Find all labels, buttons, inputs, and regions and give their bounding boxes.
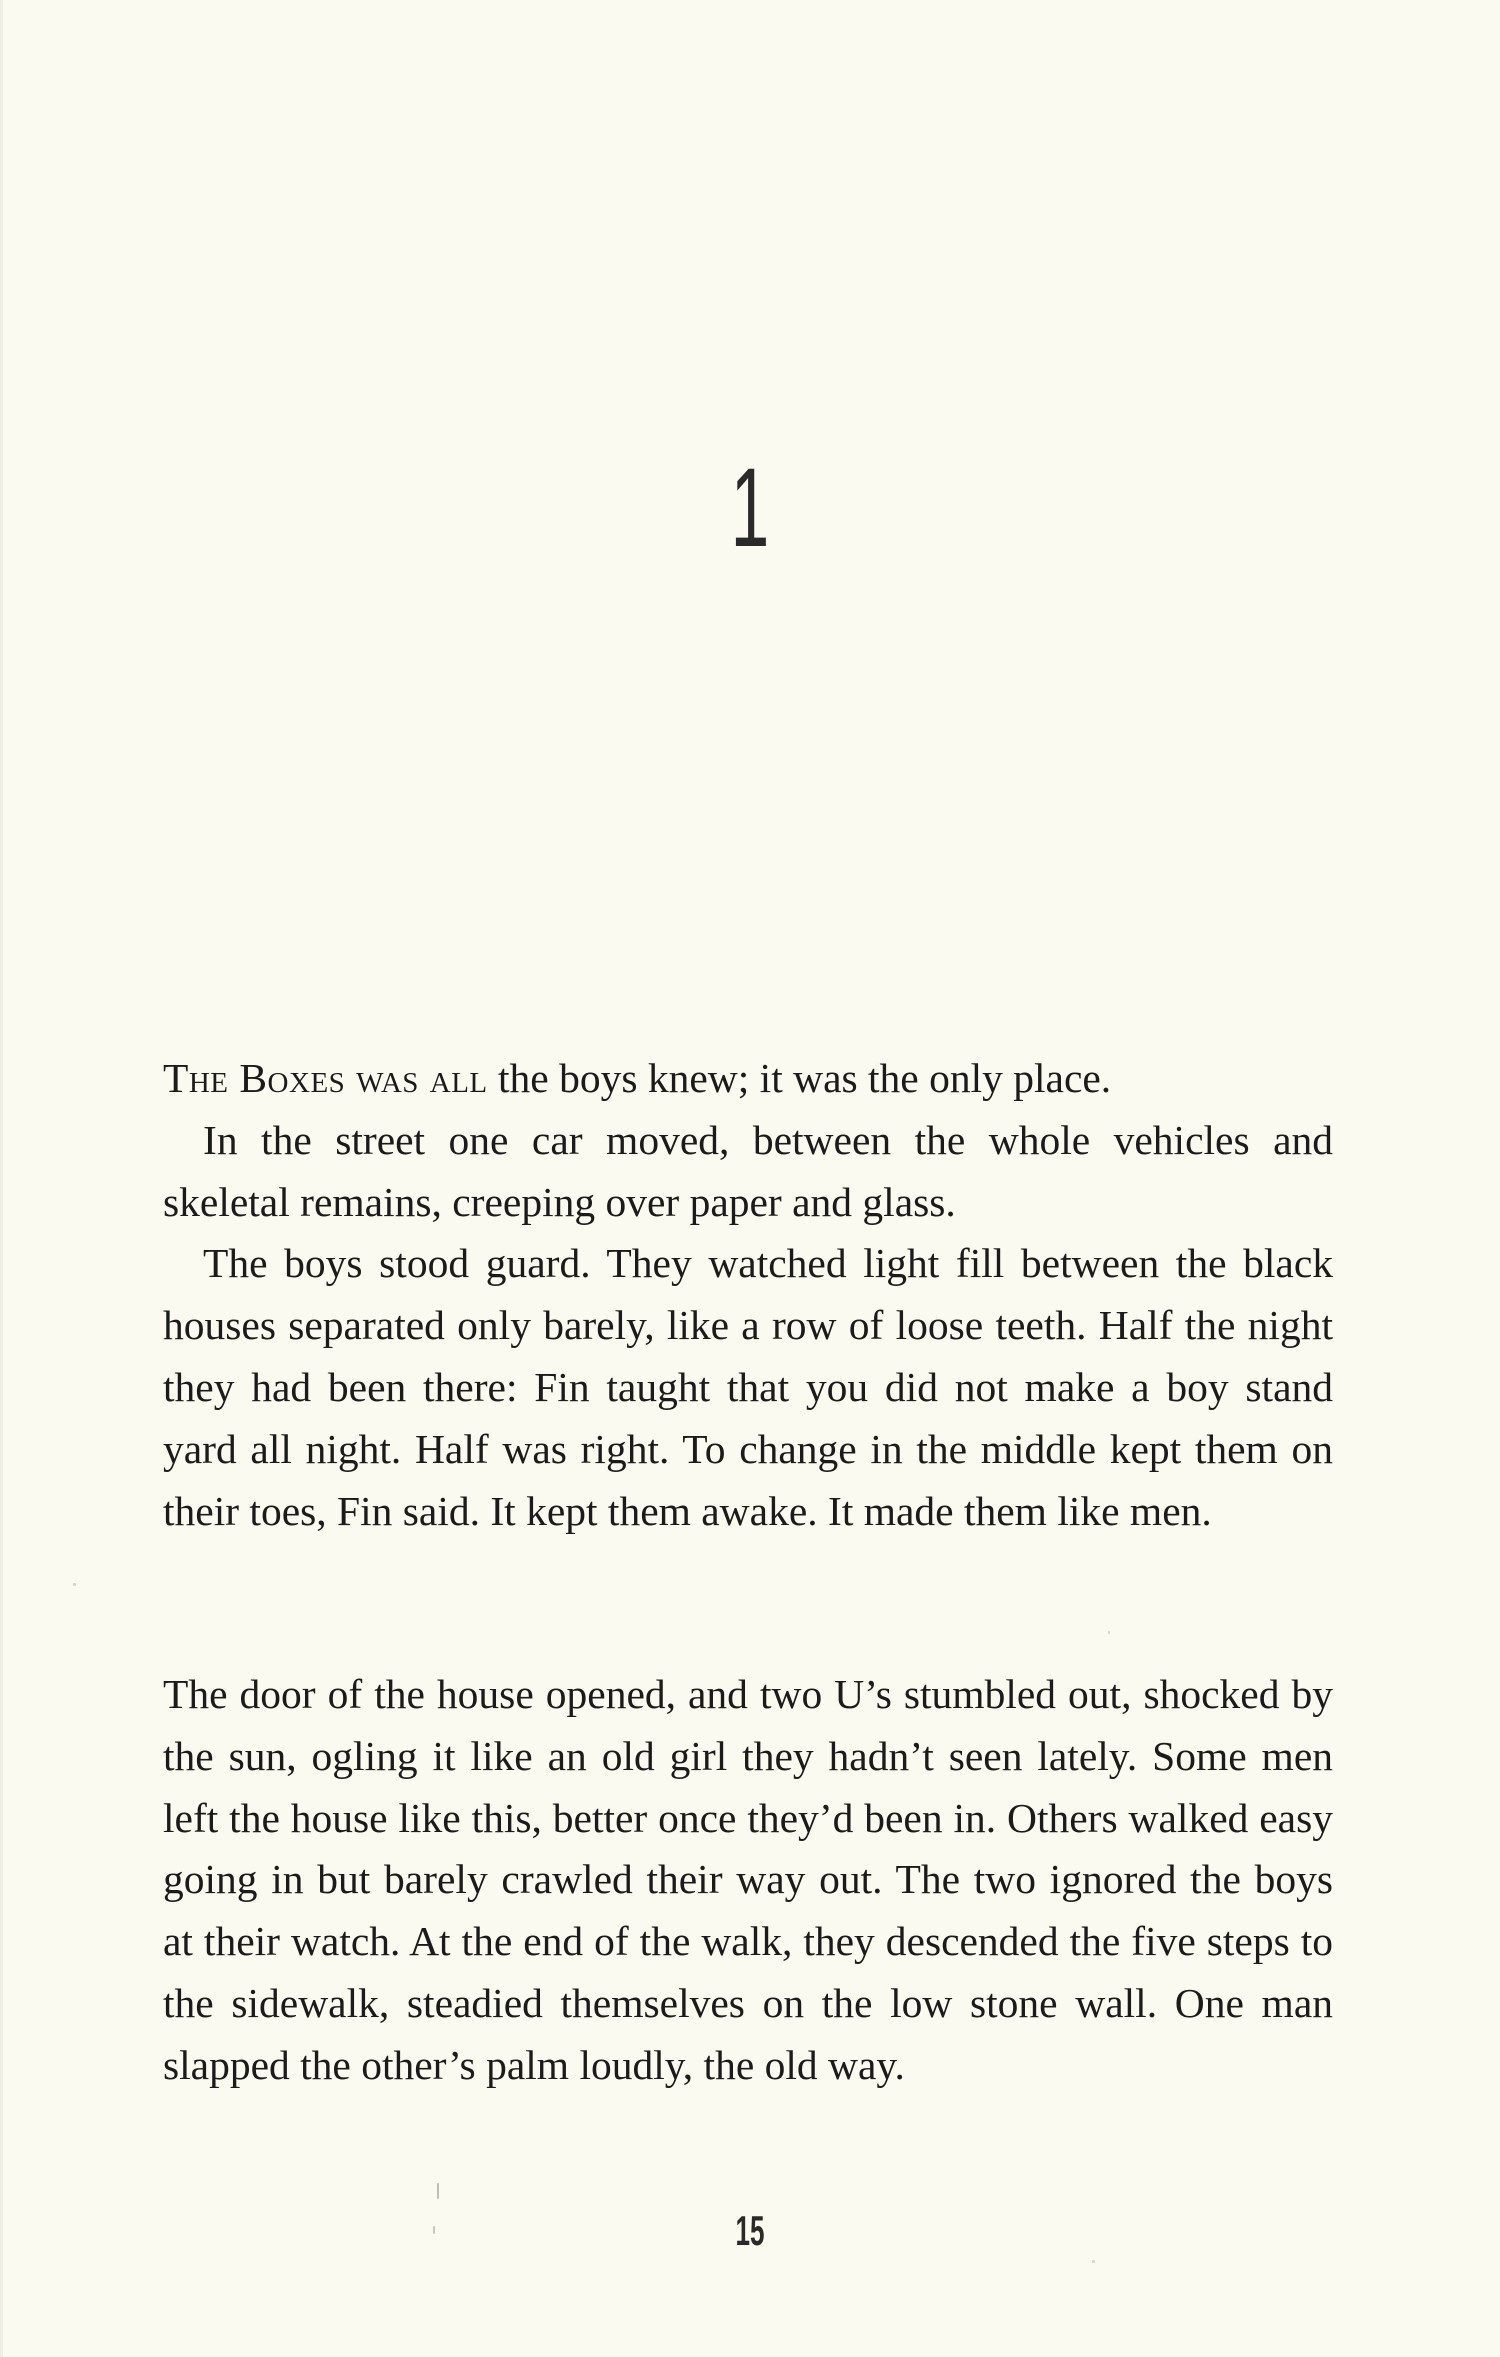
- chapter-number: 1: [730, 445, 770, 570]
- scan-speck: [1092, 2260, 1095, 2263]
- scan-speck: [1108, 1631, 1110, 1634]
- scan-speck: [433, 2226, 435, 2234]
- page-number: 15: [735, 2207, 765, 2254]
- opening-text: the boys knew; it was the only place.: [487, 1055, 1112, 1101]
- scan-speck: [73, 1583, 76, 1586]
- scan-speck: [437, 2183, 439, 2199]
- body-text-section-2: [163, 1664, 1333, 2097]
- opening-small-caps: The Boxes was all: [163, 1055, 488, 1101]
- paragraph-opening: [163, 1048, 1333, 1110]
- paragraph-door: The door of the house opened, and two U’s stumbled out, shocked by the sun, ogling it like an old girl they hadn’t seen lately. Some men left the house like this, better once they’d been in. Others walked easy going in but barely crawled their way out. The two ignored the boys at their watch. At the end of the walk, they descended the five steps to the sidewalk, steadied themselves on the low stone wall. One man slapped the other’s palm loudly, the old way.: [163, 1671, 1333, 2088]
- paragraph-street: In the street one car moved, between the whole vehicles and skeletal remains, creeping over paper and glass.: [163, 1116, 1333, 1225]
- paragraph-guard: The boys stood guard. They watched light fill between the black houses separated only barely, like a row of loose teeth. Half the night they had been there: Fin taught that you did not make a boy stand yard all night. Half was right. To change in the middle kept them on their toes, Fin said. It kept them awake. It made them like men.: [163, 1240, 1333, 1534]
- body-text-section-1: [163, 1048, 1333, 1542]
